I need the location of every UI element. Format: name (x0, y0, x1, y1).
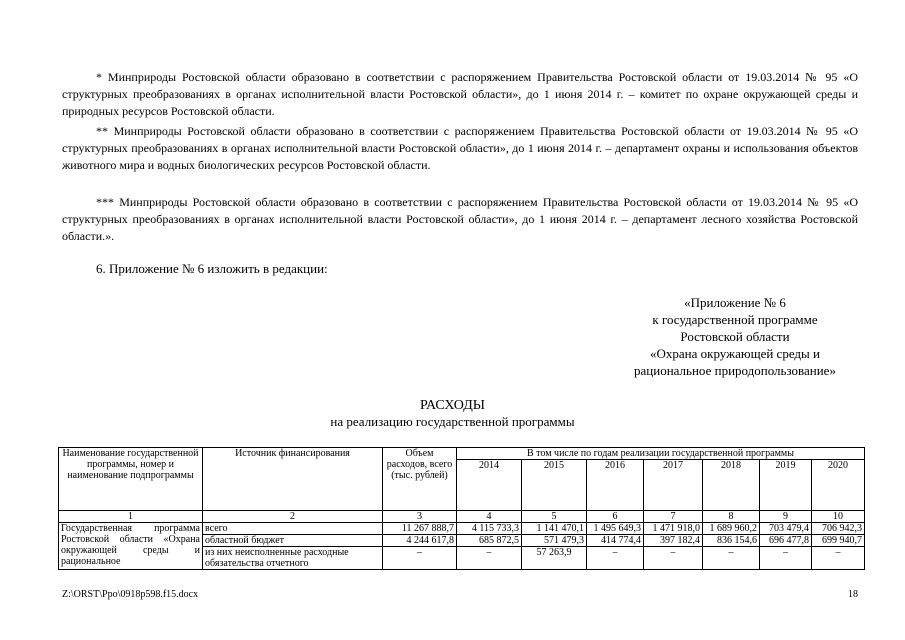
item-6-paragraph: 6. Приложение № 6 изложить в редакции: (96, 261, 328, 276)
value-cell: 571 479,3 (522, 535, 587, 547)
col-number: 7 (644, 511, 703, 523)
value-cell: 699 940,7 (812, 535, 865, 547)
col-number: 3 (383, 511, 457, 523)
footer-page-number: 18 (848, 589, 858, 600)
year-header: 2016 (587, 460, 644, 511)
doc-subtitle: на реализацию государственной программы (330, 414, 575, 429)
footnote-3: *** Минприроды Ростовской области образовано в соответствии с распоряжением Правительства Ростовской области от 19.03.2014 № 95 «О структурных преобразованиях в органах исполнительной власти Ростовской области», до 1 июня 2014 г. – департамент лесного хозяйства Ростовской области.». (62, 195, 858, 243)
source-cell: из них неисполненные расходные обязательства отчетного (203, 547, 383, 570)
annex-header (560, 294, 905, 379)
table-row (59, 523, 865, 535)
footnote-2: ** Минприроды Ростовской области образовано в соответствии с распоряжением Правительства Ростовской области от 19.03.2014 № 95 «О структурных преобразованиях в органах исполнительной власти Ростовской области», до 1 июня 2014 г. – департамент охраны и использования объектов животного мира и водных биологических ресурсов Ростовской области. (62, 124, 858, 172)
value-cell: 1 689 960,2 (703, 523, 760, 535)
value-cell: – (760, 547, 812, 570)
header-name: Наименование государственной программы, номер и наименование подпрограммы (59, 448, 203, 511)
table-column-numbers-row (59, 511, 865, 523)
total-cell: – (383, 547, 457, 570)
value-cell: – (457, 547, 522, 570)
value-cell: 4 115 733,3 (457, 523, 522, 535)
year-header: 2020 (812, 460, 865, 511)
value-cell: 1 471 918,0 (644, 523, 703, 535)
value-cell: – (703, 547, 760, 570)
source-cell: всего (203, 523, 383, 535)
value-cell: 397 182,4 (644, 535, 703, 547)
col-number: 10 (812, 511, 865, 523)
annex-line-1: «Приложение № 6 (684, 295, 786, 310)
annex-line-4: «Охрана окружающей среды и (650, 346, 820, 361)
header-source: Источник финансирования (203, 448, 383, 511)
year-header: 2019 (760, 460, 812, 511)
header-total: Объем расходов, всего (тыс. рублей) (383, 448, 457, 511)
program-name-cell: Государственная программа Ростовской области «Охрана окружающей среды и рациональное (59, 523, 203, 570)
header-years-group: В том числе по годам реализации государственной программы (457, 448, 865, 460)
col-number: 4 (457, 511, 522, 523)
value-cell: 706 942,3 (812, 523, 865, 535)
annex-line-3: Ростовской области (680, 329, 790, 344)
doc-title: РАСХОДЫ (420, 398, 485, 413)
col-number: 5 (522, 511, 587, 523)
table-header-row (59, 448, 865, 460)
col-number: 2 (203, 511, 383, 523)
col-number: 1 (59, 511, 203, 523)
footnote-1: * Минприроды Ростовской области образовано в соответствии с распоряжением Правительства Ростовской области от 19.03.2014 № 95 «О структурных преобразованиях в органах исполнительной власти Ростовской области», до 1 июня 2014 г. – комитет по охране окружающей среды и природных ресурсов Ростовской области. (62, 70, 858, 118)
value-cell: – (587, 547, 644, 570)
col-number: 9 (760, 511, 812, 523)
annex-line-5: рациональное природопользование» (634, 363, 836, 378)
footer-file-path: Z:\ORST\Ppo\0918p598.f15.docx (62, 589, 199, 600)
value-cell: 414 774,4 (587, 535, 644, 547)
source-cell: областной бюджет (203, 535, 383, 547)
value-cell: 57 263,9 (522, 547, 587, 570)
value-cell: 836 154,6 (703, 535, 760, 547)
value-cell: 696 477,8 (760, 535, 812, 547)
year-header: 2015 (522, 460, 587, 511)
value-cell: 703 479,4 (760, 523, 812, 535)
year-header: 2018 (703, 460, 760, 511)
annex-line-2: к государственной программе (652, 312, 818, 327)
expenses-table (58, 447, 865, 570)
value-cell: 1 495 649,3 (587, 523, 644, 535)
total-cell: 11 267 888,7 (383, 523, 457, 535)
year-header: 2014 (457, 460, 522, 511)
year-header: 2017 (644, 460, 703, 511)
col-number: 6 (587, 511, 644, 523)
value-cell: 685 872,5 (457, 535, 522, 547)
value-cell: – (644, 547, 703, 570)
total-cell: 4 244 617,8 (383, 535, 457, 547)
col-number: 8 (703, 511, 760, 523)
value-cell: – (812, 547, 865, 570)
value-cell: 1 141 470,1 (522, 523, 587, 535)
